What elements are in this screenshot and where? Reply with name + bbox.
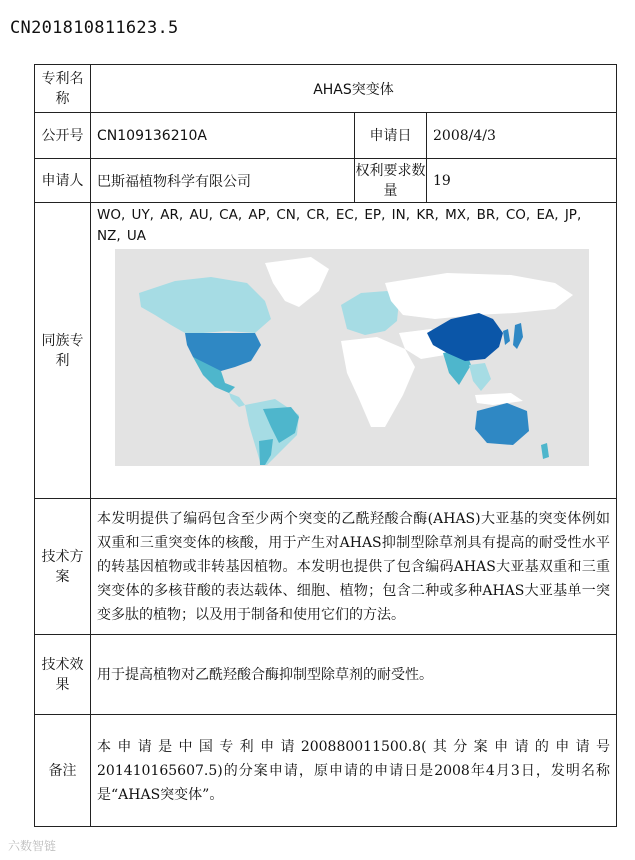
label-pub-no: 公开号 — [35, 113, 91, 159]
label-effect: 技术效果 — [35, 635, 91, 715]
row-pub — [35, 113, 617, 159]
value-title: AHAS突变体 — [91, 65, 617, 113]
value-pub-no: CN109136210A — [91, 113, 355, 159]
row-effect — [35, 635, 617, 715]
label-applicant: 申请人 — [35, 159, 91, 203]
watermark: 六数智链 — [8, 839, 57, 853]
label-claims: 权利要求数量 — [355, 159, 427, 203]
family-cell — [91, 203, 617, 499]
row-tech — [35, 499, 617, 635]
value-effect: 用于提高植物对乙酰羟酸合酶抑制型除草剂的耐受性。 — [91, 635, 617, 715]
label-tech: 技术方案 — [35, 499, 91, 635]
row-family — [35, 203, 617, 499]
row-applicant — [35, 159, 617, 203]
row-title — [35, 65, 617, 113]
value-claims: 19 — [427, 159, 617, 203]
value-remarks: 本申请是中国专利申请200880011500.8(其分案申请的申请号201410165607.5)的分案申请，原申请的申请日是2008年4月3日，发明名称是“AHAS突变体”。 — [91, 715, 617, 827]
value-app-date: 2008/4/3 — [427, 113, 617, 159]
family-country-list: WO, UY, AR, AU, CA, AP, CN, CR, EC, EP, IN, KR, MX, BR, CO, EA, JP, NZ, UA — [97, 207, 582, 244]
row-remarks — [35, 715, 617, 827]
value-tech: 本发明提供了编码包含至少两个突变的乙酰羟酸合酶(AHAS)大亚基的突变体例如双重和三重突变体的核酸，用于产生对AHAS抑制型除草剂具有提高的耐受性水平的转基因植物或非转基因植物。本发明也提供了包含编码AHAS大亚基双重和三重突变体的多核苷酸的表达载体、细胞、植物；包含二种或多种AHAS大亚基单一突变多肽的植物；以及用于制备和使用它们的方法。 — [91, 499, 617, 635]
family-world-map — [115, 249, 589, 466]
patent-info-table — [34, 64, 617, 827]
value-applicant: 巴斯福植物科学有限公司 — [91, 159, 355, 203]
label-remarks: 备注 — [35, 715, 91, 827]
label-family: 同族专利 — [35, 203, 91, 499]
label-app-date: 申请日 — [355, 113, 427, 159]
label-title: 专利名称 — [35, 65, 91, 113]
document-number: CN201810811623.5 — [10, 18, 179, 38]
